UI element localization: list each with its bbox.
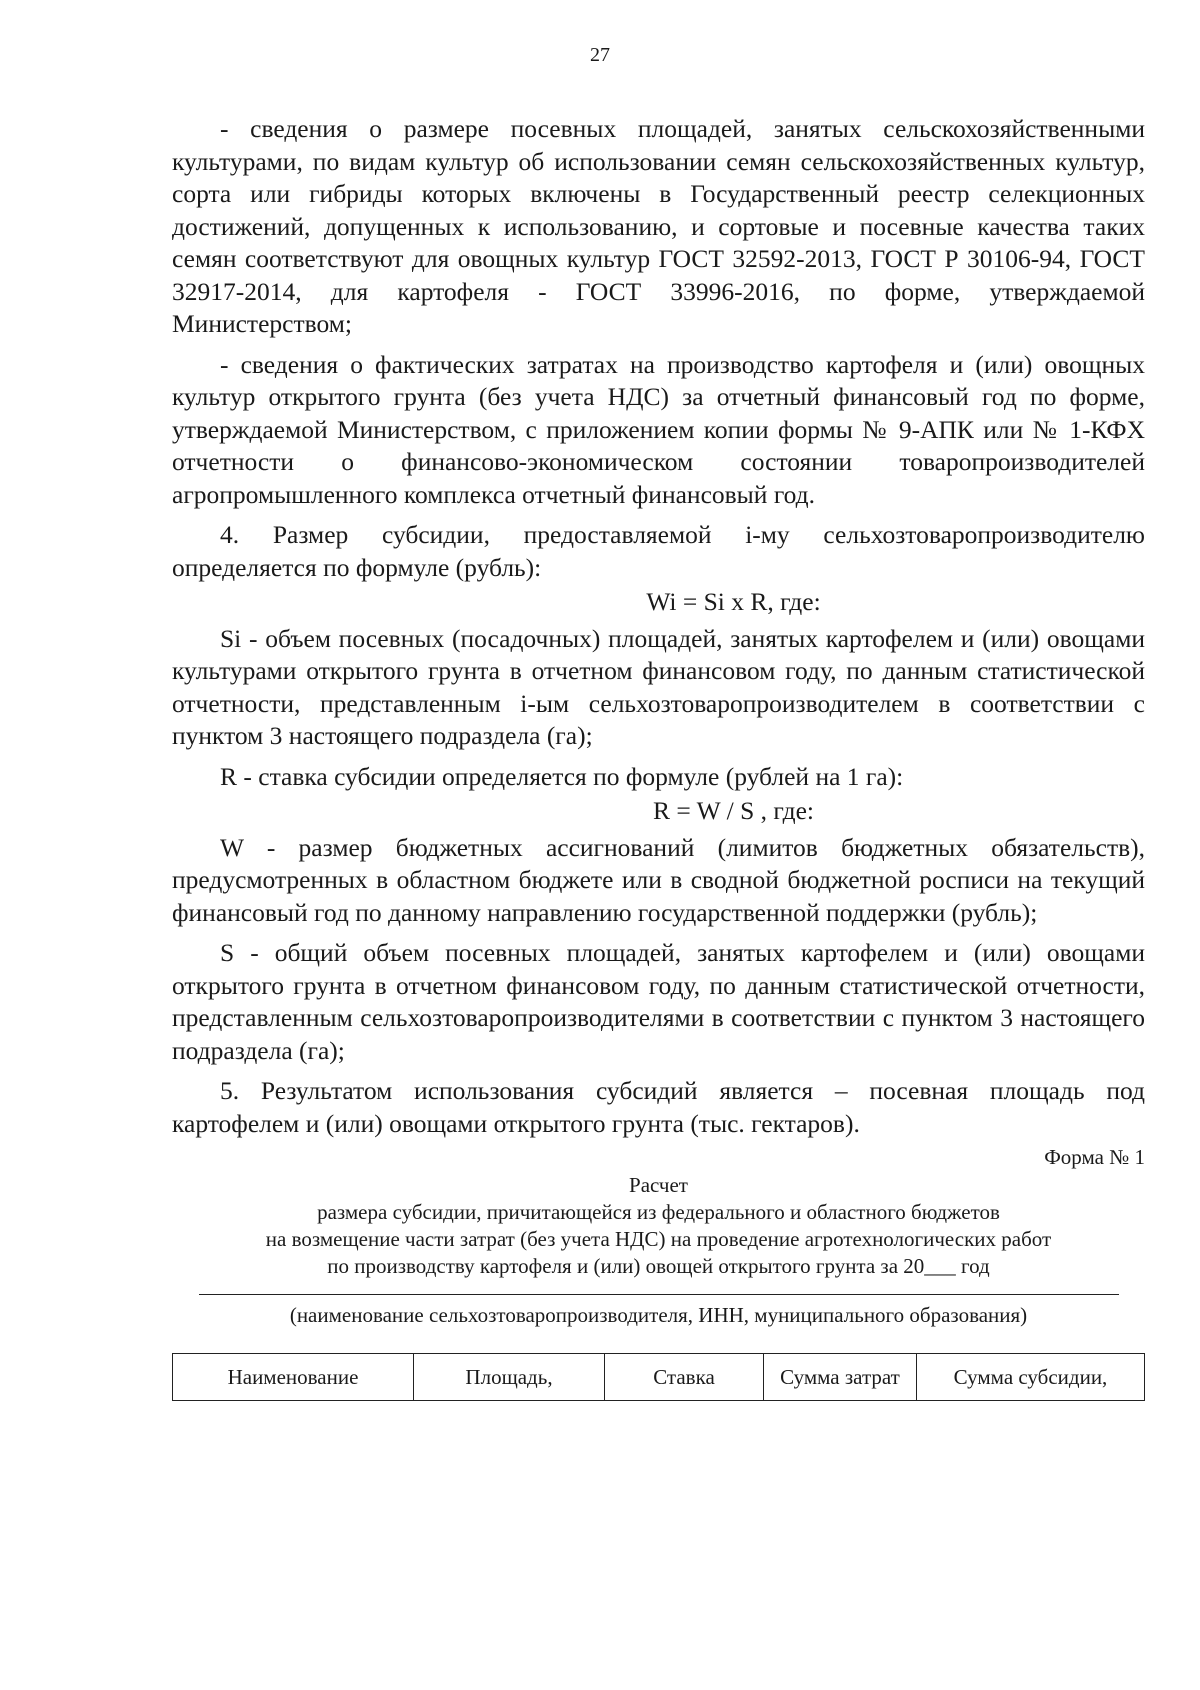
paragraph-subsidy-size: 4. Размер субсидии, предоставляемой i-му сельхозтоваропроизводителю определяется по формуле (рубль): bbox=[172, 520, 1145, 582]
paragraph-s-definition: S - общий объем посевных площадей, занятых картофелем и (или) овощами открытого грунта в отчетном финансовом году, по данным статистической отчетности, представленным сельхозтоваропроизводителями в соответствии с пунктом 3 настоящего подраздела (га); bbox=[172, 938, 1145, 1065]
paragraph-result: 5. Результатом использования субсидий является – посевная площадь под картофелем и (или) овощами открытого грунта (тыс. гектаров). bbox=[172, 1076, 1145, 1138]
paragraph-sown-area-info: - сведения о размере посевных площадей, занятых сельскохозяйственными культурами, по видам культур об использовании семян сельскохозяйственных культур, сорта или гибриды которых включены в Государственный реестр селекционных достижений, допущенных к использованию, и сортовые и посевные качества таких семян соответствуют для овощных культур ГОСТ 32592-2013, ГОСТ Р 30106-94, ГОСТ 32917-2014, для картофеля - ГОСТ 33996-2016, по форме, утверждаемой Министерством; bbox=[172, 114, 1145, 338]
column-header-area: Площадь, bbox=[414, 1354, 605, 1401]
form-title-line: по производству картофеля и (или) овощей открытого грунта за 20___ год bbox=[327, 1254, 990, 1278]
form-title bbox=[172, 1172, 1145, 1280]
calculation-table bbox=[172, 1353, 1145, 1401]
fill-in-caption: (наименование сельхозтоваропроизводителя, ИНН, муниципального образования) bbox=[289, 1303, 1028, 1327]
page-number: 27 bbox=[590, 44, 610, 66]
table-header-row bbox=[173, 1354, 1145, 1401]
form-title-line: на возмещение части затрат (без учета НДС) на проведение агротехнологических работ bbox=[265, 1227, 1052, 1251]
form-number: Форма № 1 bbox=[1044, 1145, 1145, 1169]
paragraph-si-definition: Si - объем посевных (посадочных) площадей, занятых картофелем и (или) овощами культурами открытого грунта в отчетном финансовом году, по данным статистической отчетности, представленным i-ым сельхозтоваропроизводителем в соответствии с пунктом 3 настоящего подраздела (га); bbox=[172, 623, 1145, 750]
column-header-name: Наименование bbox=[173, 1354, 414, 1401]
column-header-subsidy: Сумма субсидии, bbox=[917, 1354, 1145, 1401]
paragraph-r-definition: R - ставка субсидии определяется по формуле (рублей на 1 га): bbox=[220, 761, 904, 791]
column-header-costs: Сумма затрат bbox=[764, 1354, 917, 1401]
form-title-line: размера субсидии, причитающейся из федерального и областного бюджетов bbox=[317, 1200, 1000, 1224]
form-title-line: Расчет bbox=[629, 1173, 688, 1197]
column-header-rate: Ставка bbox=[605, 1354, 764, 1401]
formula-subsidy: Wi = Si x R, где: bbox=[646, 587, 821, 616]
paragraph-actual-costs-info: - сведения о фактических затратах на производство картофеля и (или) овощных культур открытого грунта (без учета НДС) за отчетный финансовый год по форме, утверждаемой Министерством, с приложением копии формы № 9-АПК или № 1-КФХ отчетности о финансово-экономическом состоянии товаропроизводителей агропромышленного комплекса отчетный финансовый год. bbox=[172, 349, 1145, 509]
formula-rate: R = W / S , где: bbox=[653, 796, 814, 825]
fill-in-line bbox=[199, 1294, 1119, 1295]
paragraph-w-definition: W - размер бюджетных ассигнований (лимитов бюджетных обязательств), предусмотренных в областном бюджете или в сводной бюджетной росписи на текущий финансовый год по данному направлению государственной поддержки (рубль); bbox=[172, 832, 1145, 927]
document-body bbox=[172, 113, 1145, 1401]
